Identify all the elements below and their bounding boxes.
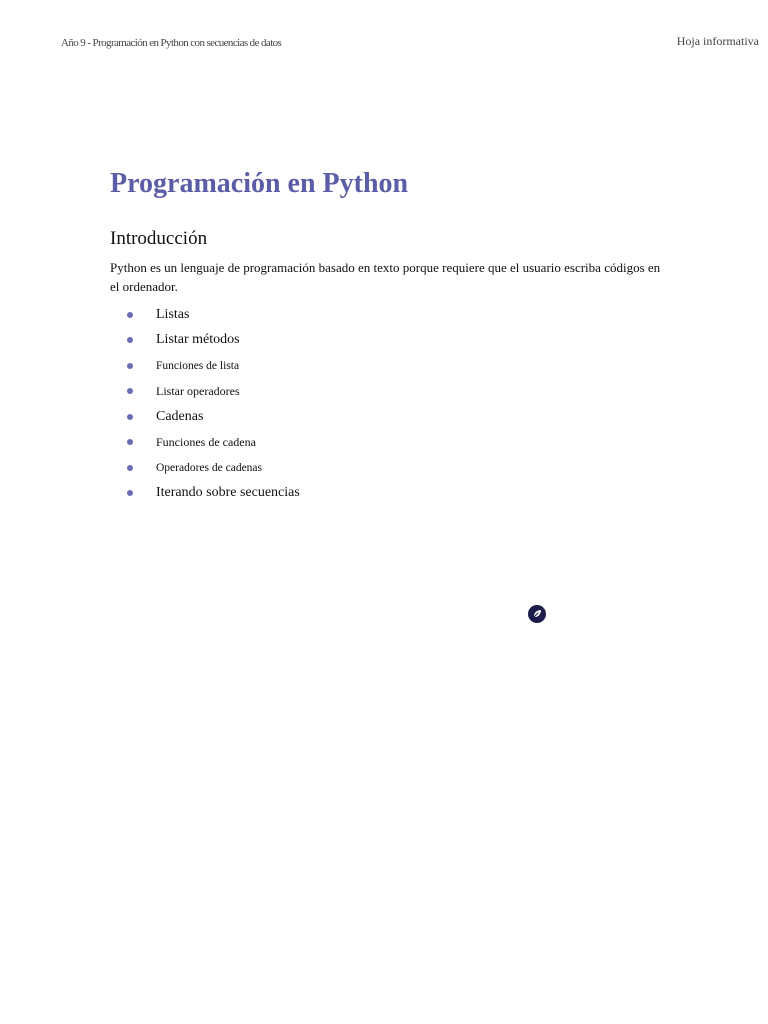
list-item bbox=[110, 430, 670, 456]
list-item bbox=[110, 379, 670, 405]
bullet-icon bbox=[127, 388, 133, 394]
list-item-label: Iterando sobre secuencias bbox=[156, 485, 300, 501]
intro-paragraph: Python es un lenguaje de programación basado en texto porque requiere que el usuario escriba códigos en el ordenador. bbox=[110, 260, 661, 294]
section-heading-introduction: Introducción bbox=[110, 228, 208, 249]
list-item-label: Cadenas bbox=[156, 408, 204, 424]
list-item bbox=[110, 353, 670, 379]
list-item bbox=[110, 455, 670, 481]
list-item-label: Funciones de cadena bbox=[156, 434, 256, 449]
list-item bbox=[110, 481, 670, 507]
list-item-label: Funciones de lista bbox=[156, 359, 240, 372]
feather-glyph bbox=[531, 608, 543, 620]
list-item-label: Listar métodos bbox=[156, 332, 240, 348]
header-document-label: Año 9 - Programación en Python con secuencias de datos bbox=[61, 37, 282, 49]
list-item-label: Listas bbox=[156, 306, 190, 322]
bullet-icon bbox=[127, 363, 133, 369]
document-body bbox=[110, 166, 670, 506]
list-item bbox=[110, 302, 670, 328]
bullet-icon bbox=[127, 490, 133, 496]
feather-icon[interactable] bbox=[528, 605, 546, 623]
bullet-icon bbox=[127, 465, 133, 471]
page-title: Programación en Python bbox=[110, 168, 409, 199]
topic-list bbox=[110, 302, 670, 506]
bullet-icon bbox=[127, 337, 133, 343]
bullet-icon bbox=[127, 312, 133, 318]
list-item bbox=[110, 328, 670, 354]
list-item-label: Operadores de cadenas bbox=[156, 461, 262, 474]
list-item bbox=[110, 404, 670, 430]
bullet-icon bbox=[127, 414, 133, 420]
header-sheet-type: Hoja informativa bbox=[676, 34, 759, 48]
bullet-icon bbox=[127, 439, 133, 445]
list-item-label: Listar operadores bbox=[156, 383, 240, 398]
